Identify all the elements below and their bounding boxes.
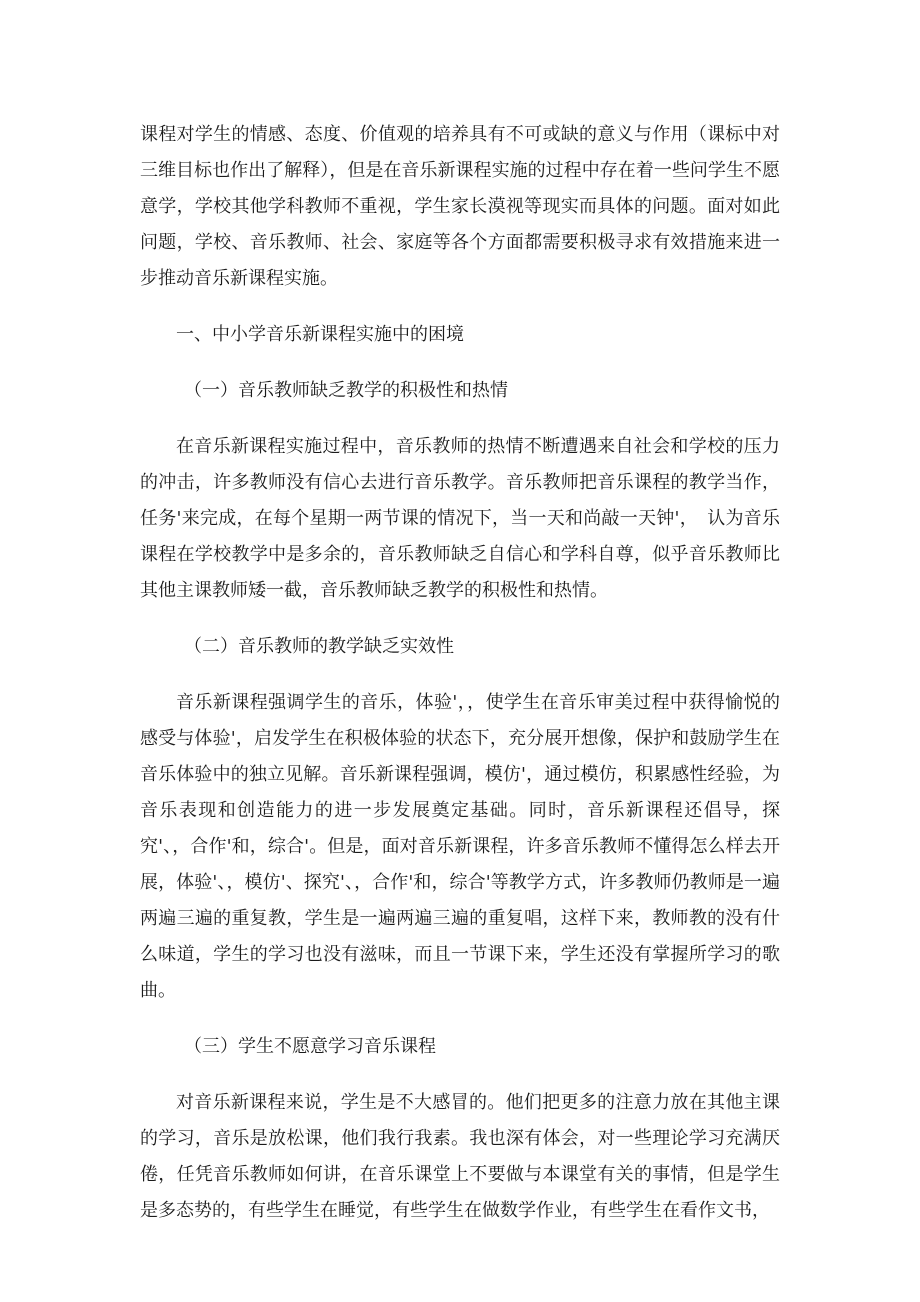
- spacer: [140, 297, 780, 317]
- paragraph-1-3: 对音乐新课程来说，学生是不大感冒的。他们把更多的注意力放在其他主课的学习，音乐是放松课，他们我行我素。我也深有体会，对一些理论学习充满厌倦，任凭音乐教师如何讲，在音乐课堂上不要做与本课堂有关的事情，但是学生是多态势的，有些学生在睡觉，有些学生在做数学作业，有些学生在看作文书，: [140, 1092, 780, 1221]
- paragraph-1-1: 在音乐新课程实施过程中，音乐教师的热情不断遭遇来自社会和学校的压力的冲击，许多教师没有信心去进行音乐教学。音乐教师把音乐课程的教学当作，任务'来完成，在每个星期一两节课的情况下，当一天和尚敲一天钟'， 认为音乐课程在学校教学中是多余的，音乐教师缺乏自信心和学科自尊，似乎音乐教师比其他主课教师矮一截，音乐教师缺乏教学的积极性和热情。: [140, 436, 780, 601]
- subheading-1-3: （三）学生不愿意学习音乐课程: [184, 1036, 436, 1057]
- spacer: [140, 1009, 780, 1029]
- intro-paragraph: 课程对学生的情感、态度、价值观的培养具有不可或缺的意义与作用（课标中对三维目标也作出了解释），但是在音乐新课程实施的过程中存在着一些问学生不愿意学，学校其他学科教师不重视，学生家长漠视等现实而具体的问题。面对如此问题，学校、音乐教师、社会、家庭等各个方面都需要积极寻求有效措施来进一步推动音乐新课程实施。: [140, 124, 780, 289]
- paragraph-1-2: 音乐新课程强调学生的音乐，体验'，，使学生在音乐审美过程中获得愉悦的感受与体验'，启发学生在积极体验的状态下，充分展开想像，保护和鼓励学生在音乐体验中的独立见解。音乐新课程强调，模仿'，通过模仿，积累感性经验，为音乐表现和创造能力的进一步发展奠定基础。同时，音乐新课程还倡导，探究'、，合作'和，综合'。但是，面对音乐新课程，许多音乐教师不懂得怎么样去开展，体验'、，模仿'、探究'、，合作'和，综合'等教学方式，许多教师仍教师是一遍两遍三遍的重复教，学生是一遍两遍三遍的重复唱，这样下来，教师教的没有什么味道，学生的学习也没有滋味，而且一节课下来，学生还没有掌握所学习的歌曲。: [140, 692, 780, 1001]
- spacer: [140, 665, 780, 685]
- subheading-1-1: （一）音乐教师缺乏教学的积极性和热情: [184, 380, 508, 401]
- spacer: [140, 409, 780, 429]
- section-heading-1: 一、中小学音乐新课程实施中的困境: [176, 324, 464, 345]
- document-page: [140, 117, 780, 1229]
- spacer: [140, 353, 780, 373]
- spacer: [140, 609, 780, 629]
- spacer: [140, 1065, 780, 1085]
- subheading-1-2: （二）音乐教师的教学缺乏实效性: [184, 636, 454, 657]
